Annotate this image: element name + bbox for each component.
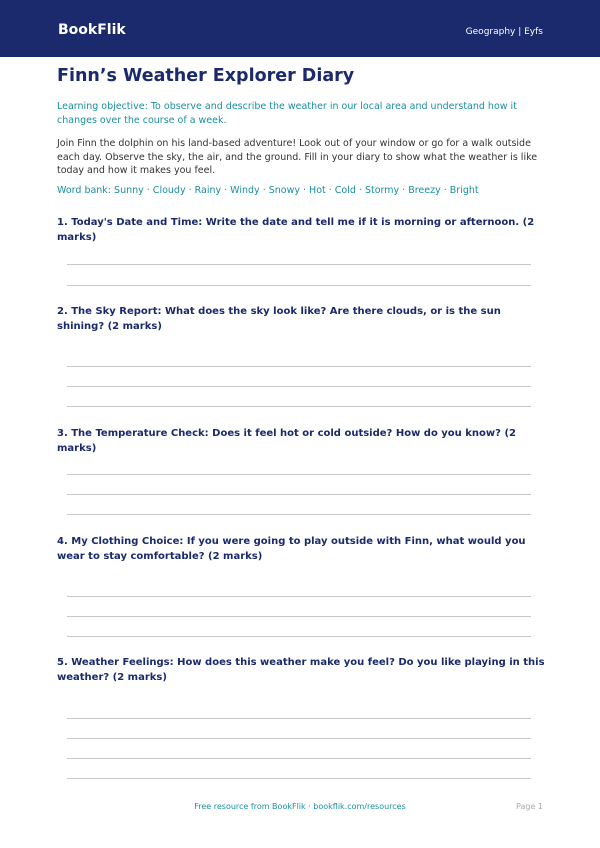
question-3: 3. The Temperature Check: Does it feel hot or cold outside? How do you know? (2 marks): [57, 428, 516, 454]
page-title: Finn’s Weather Explorer Diary: [57, 66, 355, 86]
question-4: 4. My Clothing Choice: If you were going to play outside with Finn, what would you wear to stay comfortable? (2 marks): [57, 536, 526, 562]
answer-line[interactable]: [67, 494, 531, 495]
page-number: Page 1: [516, 802, 543, 811]
answer-line[interactable]: [67, 738, 531, 739]
brand-logo: BookFlik: [58, 22, 126, 38]
answer-line[interactable]: [67, 386, 531, 387]
answer-line[interactable]: [67, 758, 531, 759]
answer-line[interactable]: [67, 616, 531, 617]
answer-line[interactable]: [67, 514, 531, 515]
question-5: 5. Weather Feelings: How does this weather make you feel? Do you like playing in this weather? (2 marks): [57, 657, 545, 683]
answer-line[interactable]: [67, 778, 531, 779]
answer-line[interactable]: [67, 596, 531, 597]
learning-objective: Learning objective: To observe and describe the weather in our local area and understand how it changes over the course of a week.: [57, 101, 517, 126]
question-2: 2. The Sky Report: What does the sky look like? Are there clouds, or is the sun shining? (2 marks): [57, 306, 501, 332]
answer-line[interactable]: [67, 718, 531, 719]
answer-line[interactable]: [67, 636, 531, 637]
answer-line[interactable]: [67, 264, 531, 265]
intro-text: Join Finn the dolphin on his land-based adventure! Look out of your window or go for a walk outside each day. Observe the sky, the air, and the ground. Fill in your diary to show what the weather is like today and how it makes you feel.: [57, 138, 538, 176]
answer-line[interactable]: [67, 366, 531, 367]
subject-level: Geography | Eyfs: [465, 27, 543, 37]
footer-link[interactable]: Free resource from BookFlik · bookflik.com/resources: [194, 802, 406, 811]
word-bank: Word bank: Sunny · Cloudy · Rainy · Windy · Snowy · Hot · Cold · Stormy · Breezy · Bright: [57, 185, 479, 196]
answer-line[interactable]: [67, 474, 531, 475]
answer-line[interactable]: [67, 285, 531, 286]
answer-line[interactable]: [67, 406, 531, 407]
question-1: 1. Today's Date and Time: Write the date and tell me if it is morning or afternoon. (2 marks): [57, 217, 535, 243]
header-bar: [0, 0, 600, 57]
